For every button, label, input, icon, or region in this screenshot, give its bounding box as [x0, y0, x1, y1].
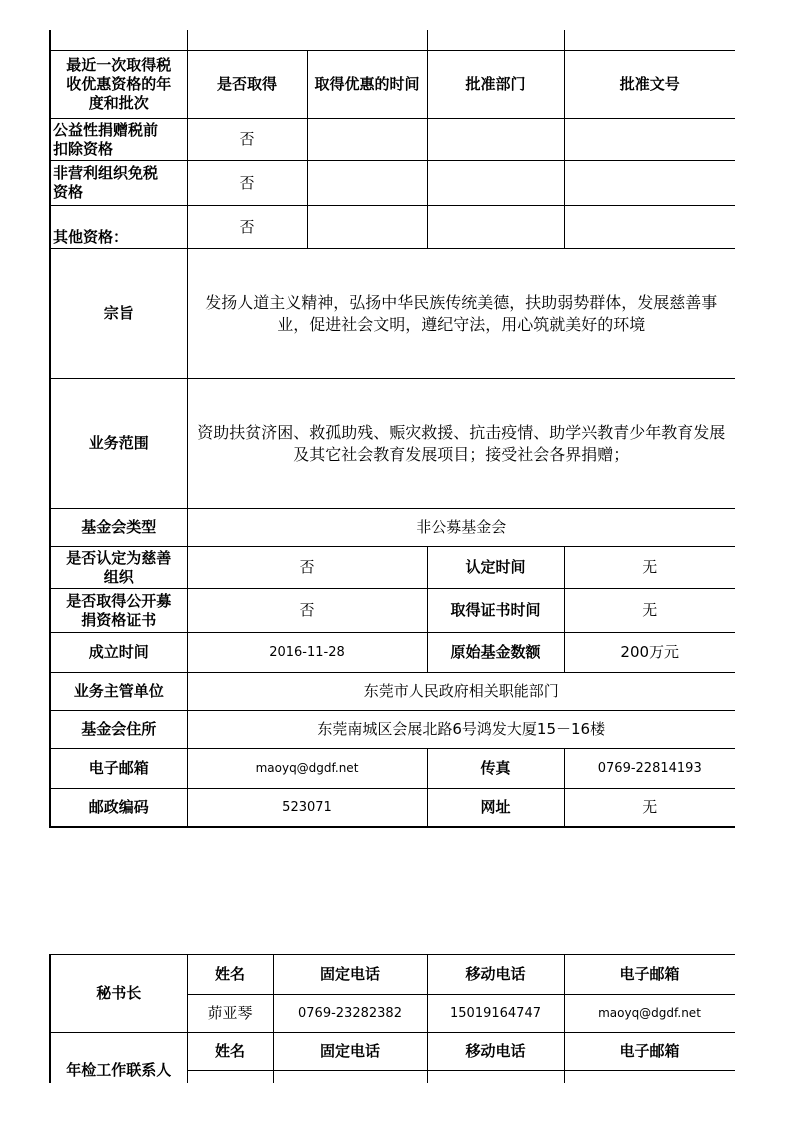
supervisory-unit-row [50, 673, 735, 711]
established-row [50, 633, 735, 673]
secretary-name: 茆亚琴 [187, 995, 273, 1033]
original-fund-value: 200万元 [564, 633, 735, 673]
clipped-cell [187, 1071, 273, 1084]
qualification-row [50, 161, 735, 206]
secretary-email: maoyq@dgdf.net [564, 995, 735, 1033]
foundation-type-label: 基金会类型 [50, 509, 187, 547]
qualification-obtained: 否 [187, 206, 307, 249]
recognition-time-label: 认定时间 [427, 547, 564, 589]
clipped-cell [187, 30, 427, 51]
charity-recognition-label: 是否认定为慈善组织 [66, 548, 172, 586]
address-value: 东莞南城区会展北路6号鸿发大厦15－16楼 [187, 711, 735, 749]
established-value: 2016-11-28 [187, 633, 427, 673]
public-fundraising-row [50, 589, 735, 633]
original-fund-label: 原始基金数额 [427, 633, 564, 673]
header-obtained: 是否取得 [187, 51, 307, 119]
secretary-header-row [50, 955, 735, 995]
header-landline: 固定电话 [273, 955, 427, 995]
purpose-row [50, 249, 735, 379]
clipped-cell [564, 1071, 735, 1084]
clipped-cell [427, 30, 564, 51]
header-department: 批准部门 [427, 51, 564, 119]
business-scope-label: 业务范围 [50, 379, 187, 509]
established-label: 成立时间 [50, 633, 187, 673]
qualification-obtained: 否 [187, 119, 307, 161]
clipped-cell [427, 1071, 564, 1084]
charity-recognition-row [50, 547, 735, 589]
qualification-document-no [564, 206, 735, 249]
header-mobile: 移动电话 [427, 955, 564, 995]
postcode-row [50, 789, 735, 827]
qualification-label: 公益性捐赠税前扣除资格 [53, 120, 159, 158]
header-landline: 固定电话 [273, 1033, 427, 1071]
foundation-type-value: 非公募基金会 [187, 509, 735, 547]
qualification-time [307, 119, 427, 161]
qualification-label-cell [50, 161, 187, 206]
foundation-type-row [50, 509, 735, 547]
qualification-time [307, 206, 427, 249]
qualification-row [50, 119, 735, 161]
qualification-department [427, 161, 564, 206]
postcode-label: 邮政编码 [50, 789, 187, 827]
public-fundraising-label-cell [50, 589, 187, 633]
clipped-row [50, 30, 735, 51]
contacts-table [49, 954, 735, 1083]
qualification-document-no [564, 161, 735, 206]
recognition-time-value: 无 [564, 547, 735, 589]
email-row [50, 749, 735, 789]
qualification-label: 非营利组织免税资格 [53, 164, 159, 201]
certificate-time-value: 无 [564, 589, 735, 633]
address-row [50, 711, 735, 749]
qualification-time [307, 161, 427, 206]
qualification-obtained: 否 [187, 161, 307, 206]
charity-recognition-label-cell [50, 547, 187, 589]
address-label: 基金会住所 [50, 711, 187, 749]
header-mobile: 移动电话 [427, 1033, 564, 1071]
email-label: 电子邮箱 [50, 749, 187, 789]
supervisory-unit-label: 业务主管单位 [50, 673, 187, 711]
qualification-department [427, 119, 564, 161]
header-email: 电子邮箱 [564, 955, 735, 995]
fax-label: 传真 [427, 749, 564, 789]
header-name: 姓名 [187, 955, 273, 995]
qualification-label-cell [50, 119, 187, 161]
postcode-value: 523071 [187, 789, 427, 827]
email-value: maoyq@dgdf.net [187, 749, 427, 789]
supervisory-unit-value: 东莞市人民政府相关职能部门 [187, 673, 735, 711]
business-scope-row [50, 379, 735, 509]
header-email: 电子邮箱 [564, 1033, 735, 1071]
website-label: 网址 [427, 789, 564, 827]
purpose-label: 宗旨 [50, 249, 187, 379]
fax-value: 0769-22814193 [564, 749, 735, 789]
contacts-table-region [49, 954, 735, 1083]
header-name: 姓名 [187, 1033, 273, 1071]
foundation-info-table-region [49, 30, 735, 828]
charity-recognition-value: 否 [187, 547, 427, 589]
tax-qualification-header-row [50, 51, 735, 119]
qualification-department [427, 206, 564, 249]
business-scope-value: 资助扶贫济困、救孤助残、赈灾救援、抗击疫情、助学兴教青少年教育发展及其它社会教育发展项目；接受社会各界捐赠； [187, 379, 735, 509]
tax-qualification-label: 最近一次取得税收优惠资格的年度和批次 [66, 56, 172, 112]
header-time: 取得优惠的时间 [307, 51, 427, 119]
header-document-no: 批准文号 [564, 51, 735, 119]
qualification-label: 其他资格： [50, 206, 187, 249]
public-fundraising-value: 否 [187, 589, 427, 633]
inspection-contact-label: 年检工作联系人 [50, 1033, 187, 1084]
clipped-cell [564, 30, 735, 51]
secretary-mobile: 15019164747 [427, 995, 564, 1033]
qualification-row [50, 206, 735, 249]
certificate-time-label: 取得证书时间 [427, 589, 564, 633]
website-value: 无 [564, 789, 735, 827]
tax-qualification-label-cell [50, 51, 187, 119]
secretary-general-label: 秘书长 [50, 955, 187, 1033]
secretary-landline: 0769-23282382 [273, 995, 427, 1033]
public-fundraising-label: 是否取得公开募捐资格证书 [66, 591, 172, 629]
inspection-contact-header-row [50, 1033, 735, 1071]
qualification-document-no [564, 119, 735, 161]
purpose-value: 发扬人道主义精神，弘扬中华民族传统美德，扶助弱势群体，发展慈善事业，促进社会文明，遵纪守法，用心筑就美好的环境 [187, 249, 735, 379]
clipped-cell [273, 1071, 427, 1084]
foundation-info-table [49, 30, 735, 828]
clipped-cell [50, 30, 187, 51]
